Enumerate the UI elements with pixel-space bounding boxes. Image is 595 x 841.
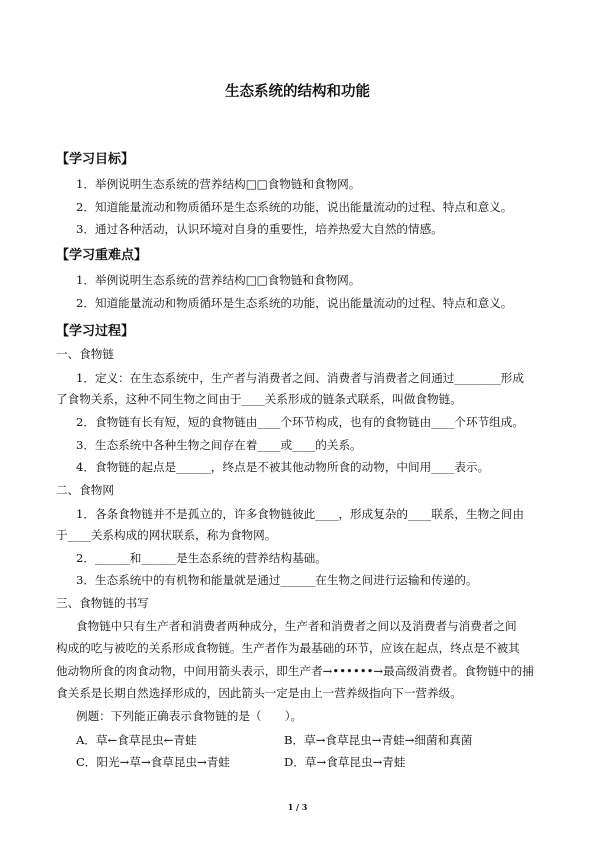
- writing-line: 食物链中只有生产者和消费者两种成分，生产者和消费者之间以及消费者与消费者之间: [76, 619, 517, 633]
- food-web-line: 于____关系构成的网状联系，称为食物网。: [56, 528, 277, 542]
- key-point-item: 1．举例说明生态系统的营养结构□□食物链和食物网。: [76, 273, 361, 287]
- food-chain-heading: 一、食物链: [56, 347, 114, 361]
- page-number: 1 / 3: [287, 802, 308, 812]
- option-d: D．草→食草昆虫→青蛙: [284, 755, 406, 769]
- food-chain-line: 了食物关系，这种不同生物之间由于____关系形成的链条式联系，叫做食物链。: [56, 392, 462, 406]
- option-b: B．草→食草昆虫→青蛙→细菌和真菌: [284, 733, 473, 747]
- goal-item: 2．知道能量流动和物质循环是生态系统的功能，说出能量流动的过程、特点和意义。: [76, 200, 513, 214]
- food-chain-line: 3．生态系统中各种生物之间存在着____或____的关系。: [76, 438, 362, 452]
- food-web-line: 2．______和______是生态系统的营养结构基础。: [76, 551, 327, 565]
- food-web-line: 1．各条食物链并不是孤立的，许多食物链彼此____，形成复杂的____联系，生物之间由: [76, 507, 524, 521]
- writing-line: 食关系是长期自然选择形成的，因此箭头一定是由上一营养级指向下一营养级。: [56, 686, 462, 700]
- goal-item: 1．举例说明生态系统的营养结构□□食物链和食物网。: [76, 177, 361, 191]
- page-title: 生态系统的结构和功能: [225, 84, 370, 100]
- food-chain-line: 1．定义：在生态系统中，生产者与消费者之间、消费者与消费者之间通过________形成: [76, 371, 524, 385]
- writing-line: 构成的吃与被吃的关系形成食物链。生产者作为最基础的环节，应该在起点，终点是不被其: [56, 641, 520, 655]
- writing-line: 他动物所食的肉食动物，中间用箭头表示，即生产者→••••••→最高级消费者。食物链中的捕: [56, 664, 534, 678]
- food-chain-line: 4．食物链的起点是______，终点是不被其他动物所食的动物，中间用____表示。: [76, 460, 490, 474]
- process-heading: 【学习过程】: [56, 324, 135, 339]
- goals-heading: 【学习目标】: [56, 152, 135, 167]
- food-web-heading: 二、食物网: [56, 483, 114, 497]
- food-web-line: 3．生态系统中的有机物和能量就是通过______在生物之间进行运输和传递的。: [76, 573, 478, 587]
- writing-heading: 三、食物链的书写: [56, 596, 149, 610]
- goal-item: 3．通过各种活动，认识环境对自身的重要性，培养热爱大自然的情感。: [76, 222, 443, 236]
- option-c: C．阳光→草→食草昆虫→青蛙: [76, 755, 230, 769]
- key-points-heading: 【学习重难点】: [56, 248, 148, 263]
- option-a: A．草←食草昆虫←青蛙: [76, 733, 197, 747]
- key-point-item: 2．知道能量流动和物质循环是生态系统的功能，说出能量流动的过程、特点和意义。: [76, 296, 513, 310]
- example-question: 例题：下列能正确表示食物链的是（ ）。: [76, 709, 303, 723]
- food-chain-line: 2．食物链有长有短，短的食物链由____个环节构成，也有的食物链由____个环节组成。: [76, 415, 524, 429]
